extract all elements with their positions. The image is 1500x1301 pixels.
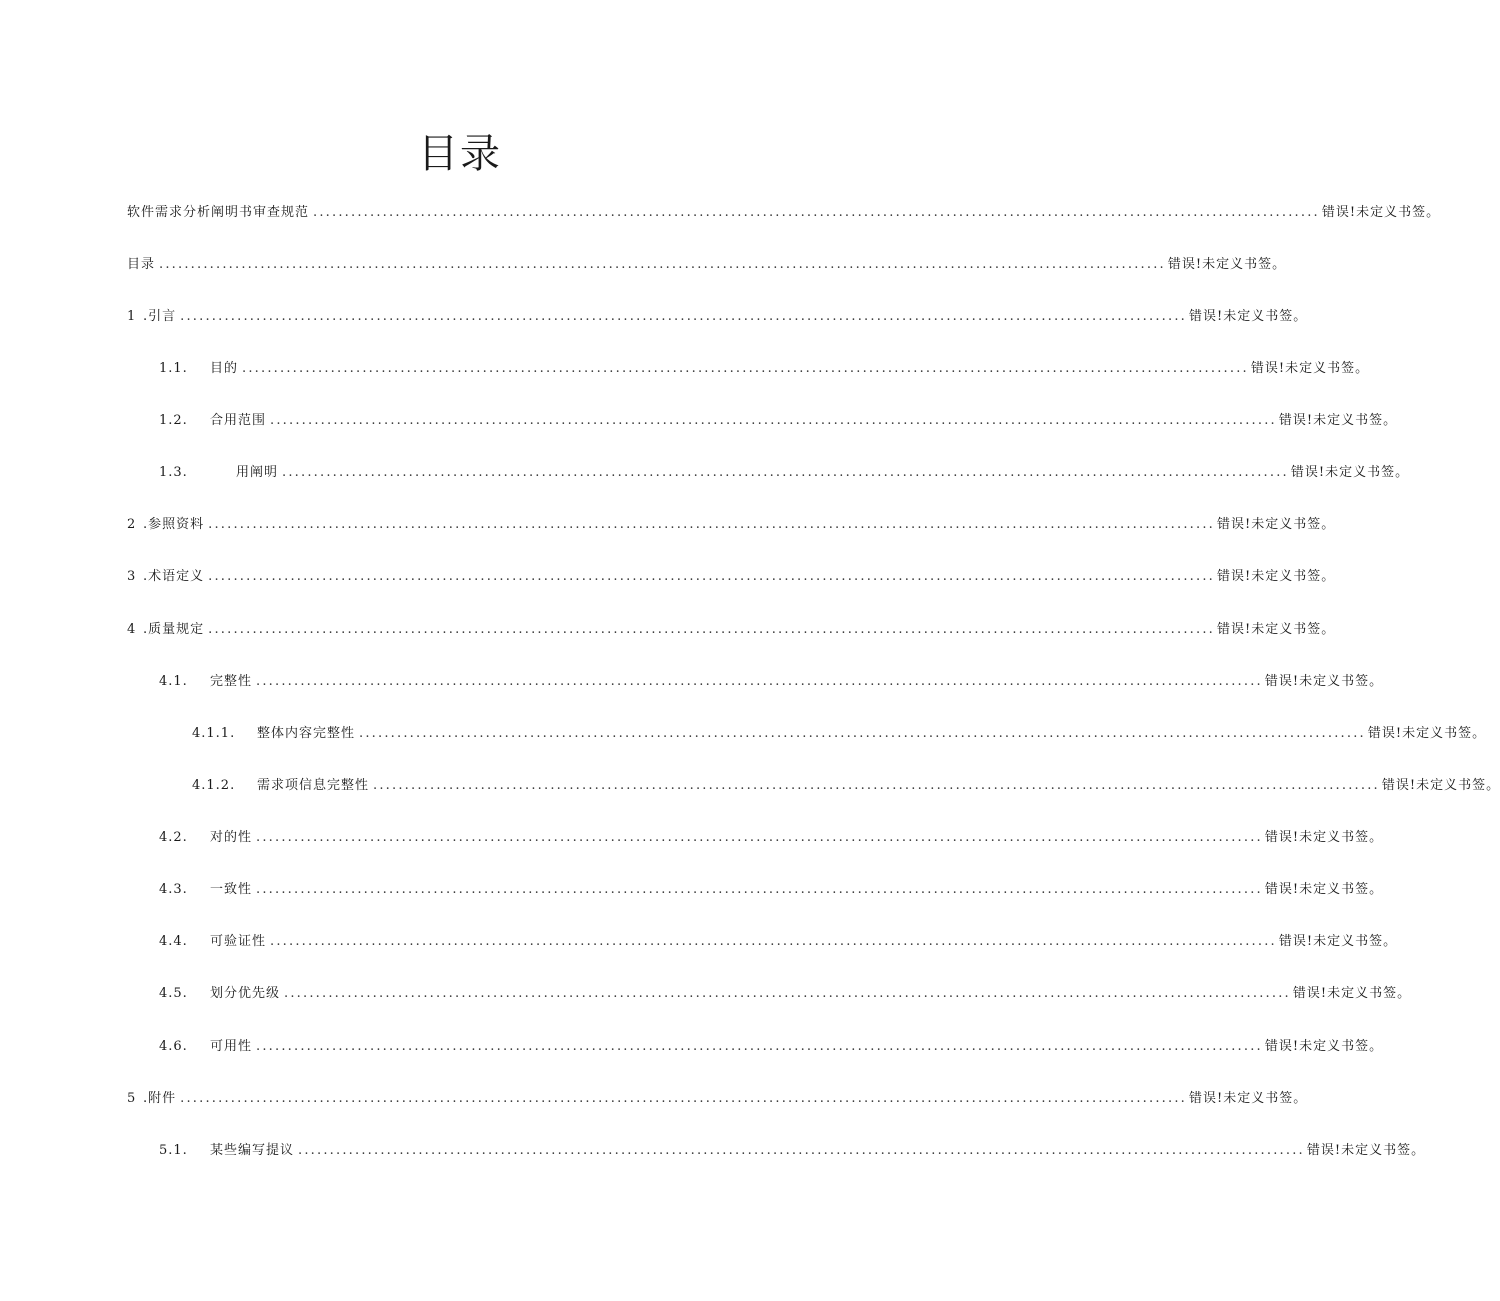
- toc-entry-number: 4.5.: [159, 986, 188, 1001]
- toc-entry[interactable]: [127, 202, 1441, 224]
- toc-entry-number: 1.1.: [159, 361, 188, 376]
- toc-entry-page: 错误!未定义书签。: [1216, 569, 1336, 584]
- toc-entry[interactable]: [159, 827, 1384, 849]
- toc-entry[interactable]: [127, 306, 1308, 328]
- toc-entry-page: 错误!未定义书签。: [1367, 726, 1487, 741]
- toc-entry[interactable]: [159, 1036, 1384, 1058]
- toc-entry[interactable]: [159, 931, 1398, 953]
- toc-entry[interactable]: [159, 983, 1412, 1005]
- toc-entry-title: 可用性: [210, 1039, 253, 1054]
- toc-entry-title: 需求项信息完整性: [257, 778, 370, 793]
- toc-dot-leader: ...............................................................................................................................................................: [284, 986, 1291, 1001]
- toc-entry[interactable]: [159, 1140, 1426, 1162]
- toc-entry-page: 错误!未定义书签。: [1216, 622, 1336, 637]
- toc-entry-page: 错误!未定义书签。: [1188, 1091, 1308, 1106]
- toc-entry-number: 4: [127, 622, 137, 637]
- toc-dot-leader: ...............................................................................................................................................................: [256, 882, 1263, 897]
- toc-entry-number: 4.3.: [159, 882, 188, 897]
- toc-entry-page: 错误!未定义书签。: [1264, 830, 1384, 845]
- toc-dot-leader: ...............................................................................................................................................................: [313, 205, 1320, 220]
- toc-entry-number: 4.1.1.: [192, 726, 236, 741]
- toc-dot-leader: ...............................................................................................................................................................: [159, 257, 1166, 272]
- toc-entry-title: 目的: [210, 361, 239, 376]
- toc-entry-page: 错误!未定义书签。: [1306, 1143, 1426, 1158]
- toc-entry[interactable]: [192, 775, 1500, 797]
- toc-entry[interactable]: [127, 254, 1287, 276]
- toc-entry-page: 错误!未定义书签。: [1250, 361, 1370, 376]
- toc-entry-title: .参照资料: [143, 517, 205, 532]
- toc-entry-title: 整体内容完整性: [257, 726, 356, 741]
- toc-entry-number: 4.1.: [159, 674, 188, 689]
- toc-entry-page: 错误!未定义书签。: [1264, 882, 1384, 897]
- toc-entry-number: 4.1.2.: [192, 778, 236, 793]
- toc-entry[interactable]: [127, 514, 1336, 536]
- toc-entry[interactable]: [127, 1088, 1308, 1110]
- toc-entry[interactable]: [159, 410, 1398, 432]
- toc-entry[interactable]: [127, 619, 1336, 641]
- toc-dot-leader: ...............................................................................................................................................................: [242, 361, 1249, 376]
- toc-dot-leader: ...............................................................................................................................................................: [270, 934, 1277, 949]
- toc-dot-leader: ...............................................................................................................................................................: [208, 517, 1215, 532]
- toc-entry-number: 5.1.: [159, 1143, 188, 1158]
- toc-entry-page: 错误!未定义书签。: [1278, 934, 1398, 949]
- toc-entry-title: 某些编写提议: [210, 1143, 295, 1158]
- toc-entry-page: 错误!未定义书签。: [1278, 413, 1398, 428]
- toc-dot-leader: ...............................................................................................................................................................: [256, 830, 1263, 845]
- toc-entry-page: 错误!未定义书签。: [1290, 465, 1410, 480]
- toc-entry-title: .引言: [143, 309, 177, 324]
- toc-entry-number: 1: [127, 309, 137, 324]
- toc-entry-title: 划分优先级: [210, 986, 281, 1001]
- toc-entry-title: .术语定义: [143, 569, 205, 584]
- toc-dot-leader: ...............................................................................................................................................................: [282, 465, 1289, 480]
- toc-entry[interactable]: [159, 671, 1384, 693]
- toc-dot-leader: ...............................................................................................................................................................: [180, 309, 1187, 324]
- toc-dot-leader: ...............................................................................................................................................................: [270, 413, 1277, 428]
- toc-dot-leader: ...............................................................................................................................................................: [298, 1143, 1305, 1158]
- toc-entry[interactable]: [159, 462, 1410, 484]
- toc-dot-leader: ...............................................................................................................................................................: [180, 1091, 1187, 1106]
- toc-entry-page: 错误!未定义书签。: [1381, 778, 1500, 793]
- toc-entry-title: 可验证性: [210, 934, 267, 949]
- toc-entry-page: 错误!未定义书签。: [1292, 986, 1412, 1001]
- toc-entry-title: .质量规定: [143, 622, 205, 637]
- toc-entry-page: 错误!未定义书签。: [1264, 674, 1384, 689]
- page-title: 目录: [418, 131, 502, 177]
- toc-entry-number: 4.2.: [159, 830, 188, 845]
- toc-entry-title: .附件: [143, 1091, 177, 1106]
- toc-entry-number: 5: [127, 1091, 137, 1106]
- toc-entry-number: 4.4.: [159, 934, 188, 949]
- toc-entry-number: 2: [127, 517, 137, 532]
- toc-entry-number: 1.2.: [159, 413, 188, 428]
- toc-entry-number: 1.3.: [159, 465, 188, 480]
- toc-entry-title: 对的性: [210, 830, 253, 845]
- toc-entry-page: 错误!未定义书签。: [1264, 1039, 1384, 1054]
- toc-entry-page: 错误!未定义书签。: [1216, 517, 1336, 532]
- toc-entry-title: 一致性: [210, 882, 253, 897]
- toc-dot-leader: ...............................................................................................................................................................: [208, 622, 1215, 637]
- toc-entry-number: 4.6.: [159, 1039, 188, 1054]
- toc-entry-page: 错误!未定义书签。: [1188, 309, 1308, 324]
- toc-entry[interactable]: [159, 879, 1384, 901]
- toc-entry[interactable]: [159, 358, 1370, 380]
- toc-entry-page: 错误!未定义书签。: [1167, 257, 1287, 272]
- toc-entry[interactable]: [127, 566, 1336, 588]
- toc-entry-page: 错误!未定义书签。: [1321, 205, 1441, 220]
- toc-entry-title: 用阐明: [236, 465, 279, 480]
- toc-entry-title: 完整性: [210, 674, 253, 689]
- toc-dot-leader: ...............................................................................................................................................................: [208, 569, 1215, 584]
- toc-dot-leader: ...............................................................................................................................................................: [359, 726, 1366, 741]
- toc-dot-leader: ...............................................................................................................................................................: [256, 674, 1263, 689]
- toc-dot-leader: ...............................................................................................................................................................: [373, 778, 1380, 793]
- toc-entry-title: 目录: [127, 257, 156, 272]
- toc-entry[interactable]: [192, 723, 1487, 745]
- toc-entry-number: 3: [127, 569, 137, 584]
- toc-entry-title: 软件需求分析阐明书审查规范: [127, 205, 310, 220]
- toc-dot-leader: ...............................................................................................................................................................: [256, 1039, 1263, 1054]
- toc-entry-title: 合用范围: [210, 413, 267, 428]
